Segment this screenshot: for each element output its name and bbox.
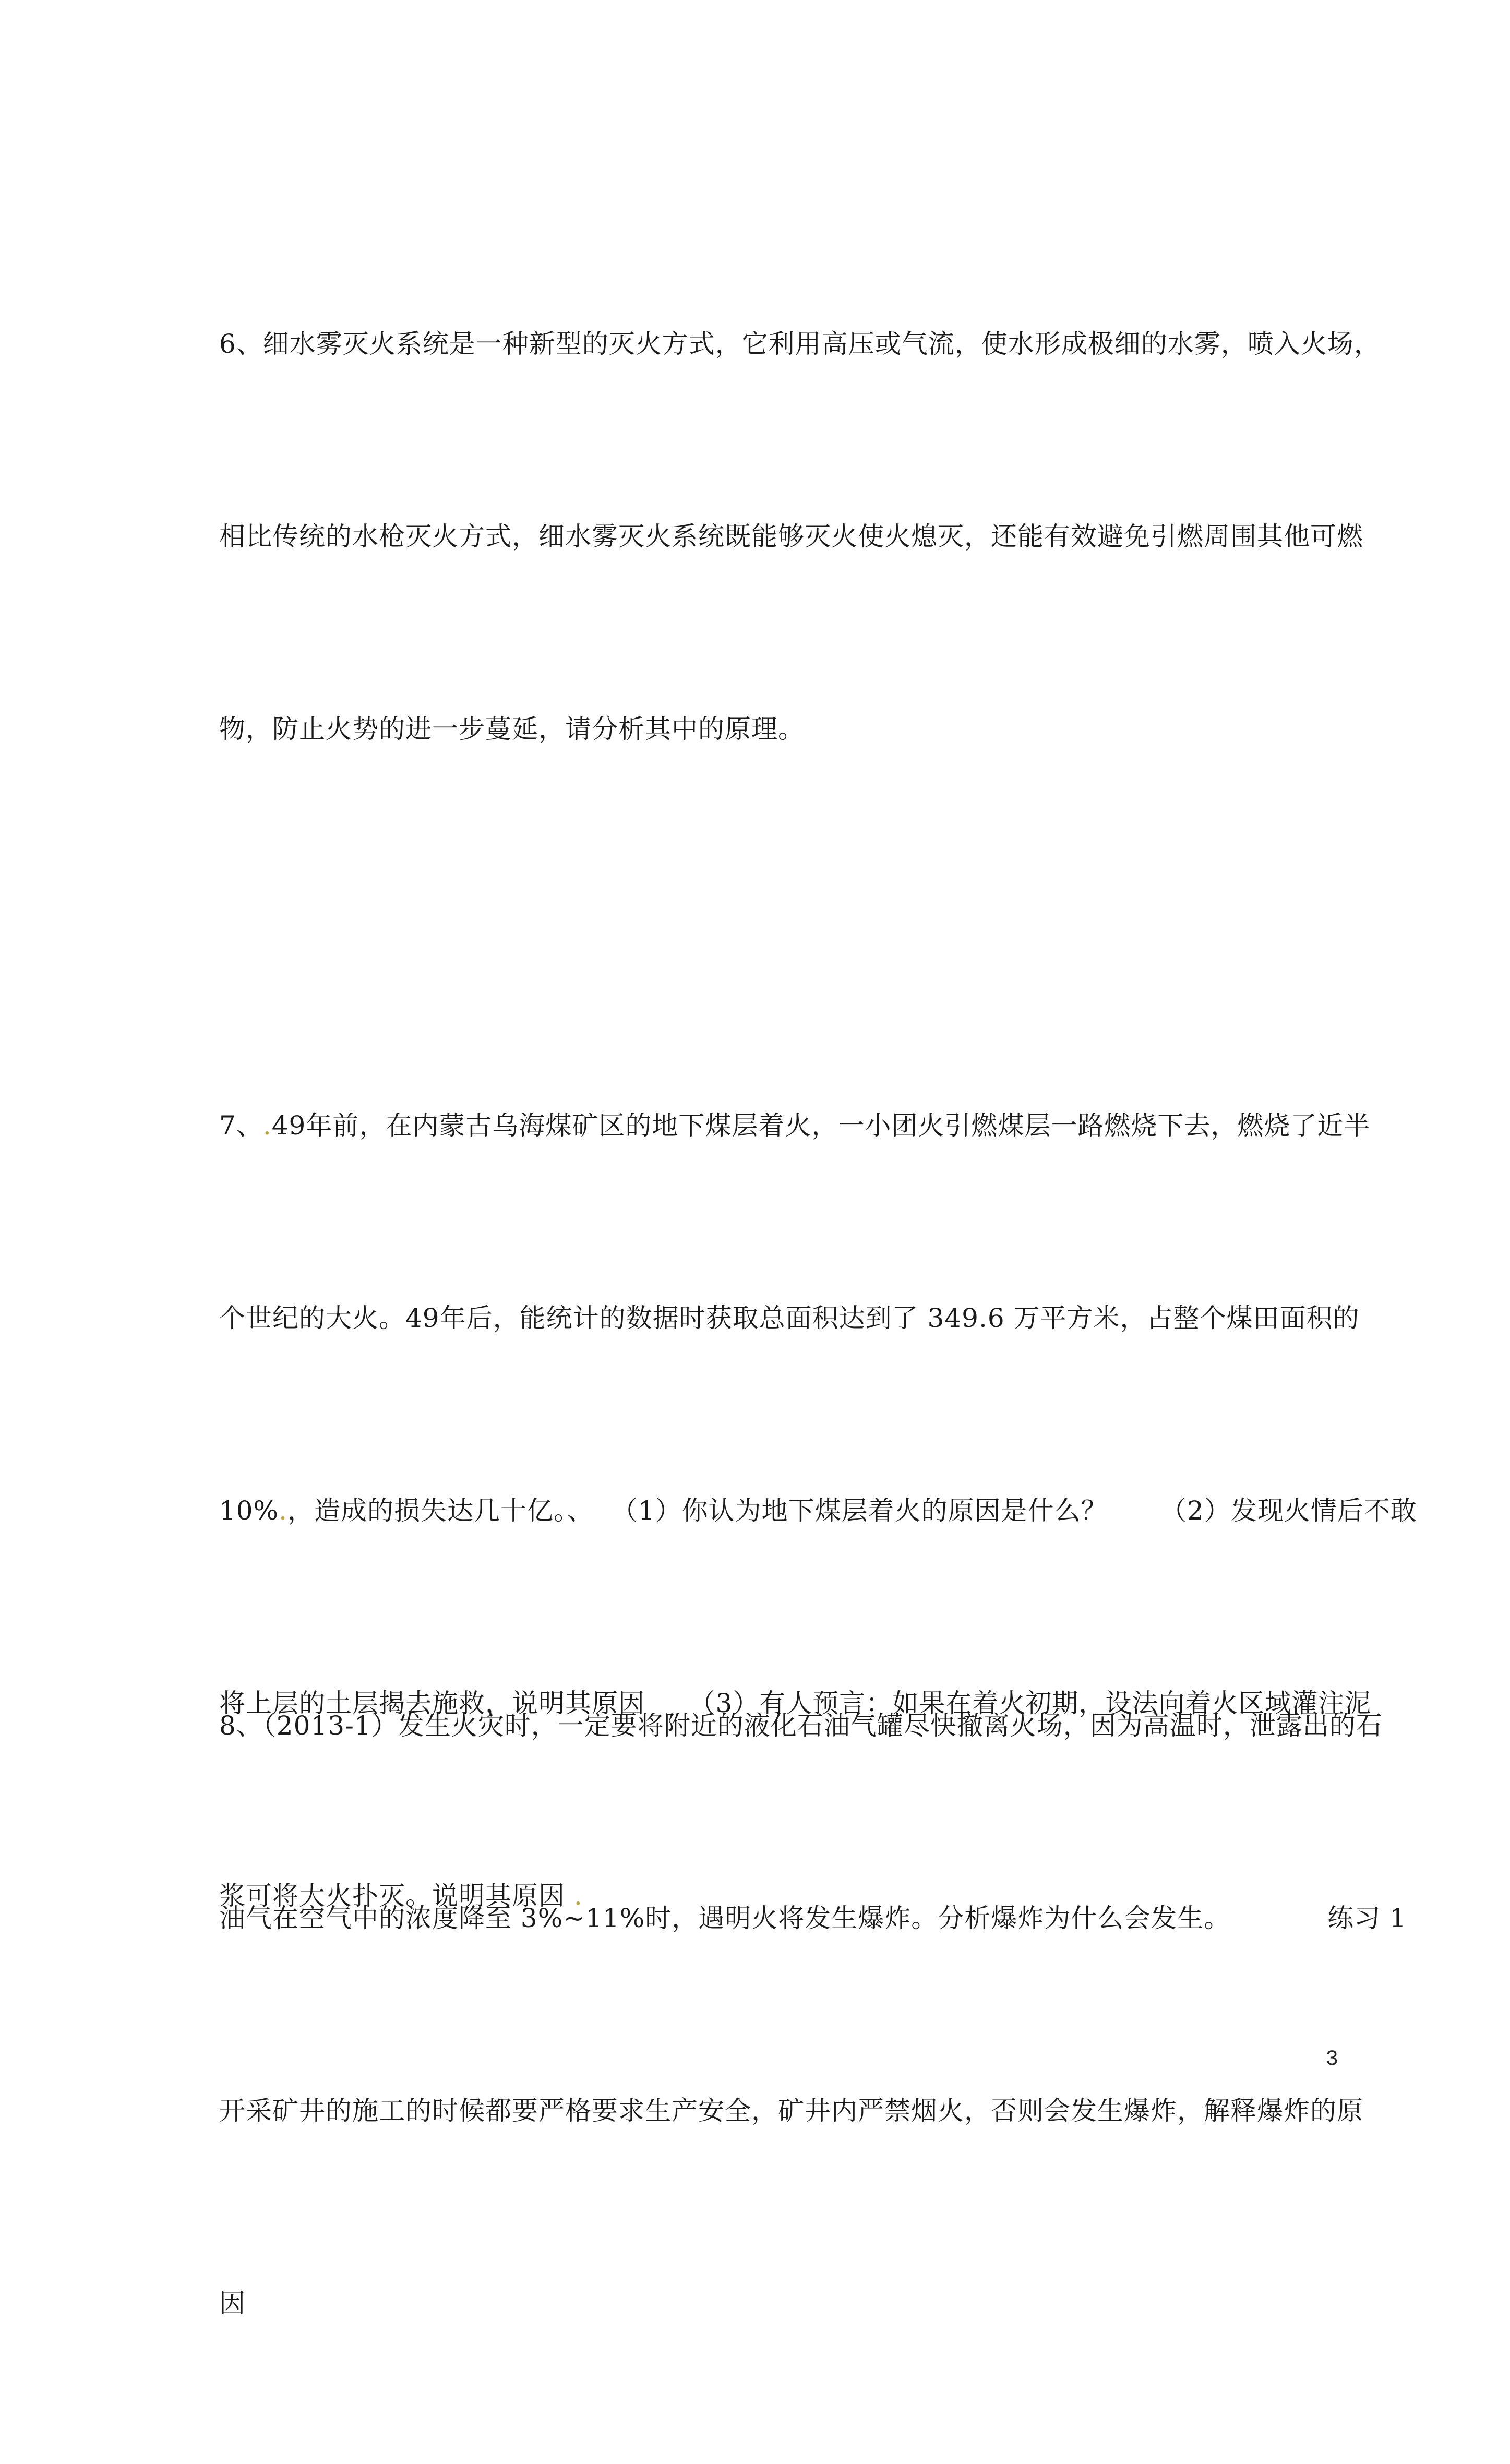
- question-7-line-3: [219, 1479, 1417, 1543]
- question-8-line-1: 8、（2013-1）发生火灾时，一定要将附近的液化石油气罐尽快撤离火场，因为高温时，泄露出的石: [219, 1711, 1383, 1741]
- question-8-line-3: 开采矿井的施工的时候都要严格要求生产安全，矿井内严禁烟火，否则会发生爆炸，解释爆炸的原: [219, 2096, 1363, 2126]
- question-7-line-3-text: ，造成的损失达几十亿。、 （1）你认为地下煤层着火的原因是什么？ （2）发现火情后不敢: [287, 1496, 1417, 1526]
- question-8: [219, 1565, 1407, 2464]
- stray-mark: .: [262, 1110, 272, 1141]
- stray-mark: .: [573, 1881, 583, 1911]
- question-6-line-1: 6、细水雾灭火系统是一种新型的灭火方式，它利用高压或气流，使水形成极细的水雾，喷入火场，: [219, 329, 1381, 359]
- question-8-line-2: 油气在空气中的浓度降至 3%~11%时，遇明火将发生爆炸。分析爆炸为什么会发生。 练习 1: [219, 1903, 1407, 1933]
- page-number: 3: [1326, 2047, 1338, 2070]
- stray-mark: .: [279, 1496, 288, 1526]
- question-7-number: 7、: [219, 1110, 263, 1141]
- question-6: [219, 184, 1381, 890]
- question-8-line-4: 因: [219, 2288, 246, 2318]
- question-6-line-3: 物，防止火势的进一步蔓延，请分析其中的原理。: [219, 714, 805, 744]
- question-7-line-4: 将上层的土层揭去施救，说明其原因 （3）有人预言：如果在着火初期，设法向着火区域灌注泥: [219, 1688, 1372, 1718]
- question-7-line-2: 个世纪的大火。49年后，能统计的数据时获取总面积达到了 349.6 万平方米，占整个煤田面积的: [219, 1303, 1360, 1333]
- question-7-line-3-prefix: 10%: [219, 1496, 279, 1526]
- question-6-line-2: 相比传统的水枪灭火方式，细水雾灭火系统既能够灭火使火熄灭，还能有效避免引燃周围其他可燃: [219, 521, 1363, 552]
- question-7-line-1-text: 49年前，在内蒙古乌海煤矿区的地下煤层着火，一小团火引燃煤层一路燃烧下去，燃烧了近半: [271, 1110, 1371, 1141]
- question-7-line-5-text: 浆可将大火扑灭。说明其原因: [219, 1881, 574, 1911]
- question-7-line-1: [219, 1094, 1371, 1158]
